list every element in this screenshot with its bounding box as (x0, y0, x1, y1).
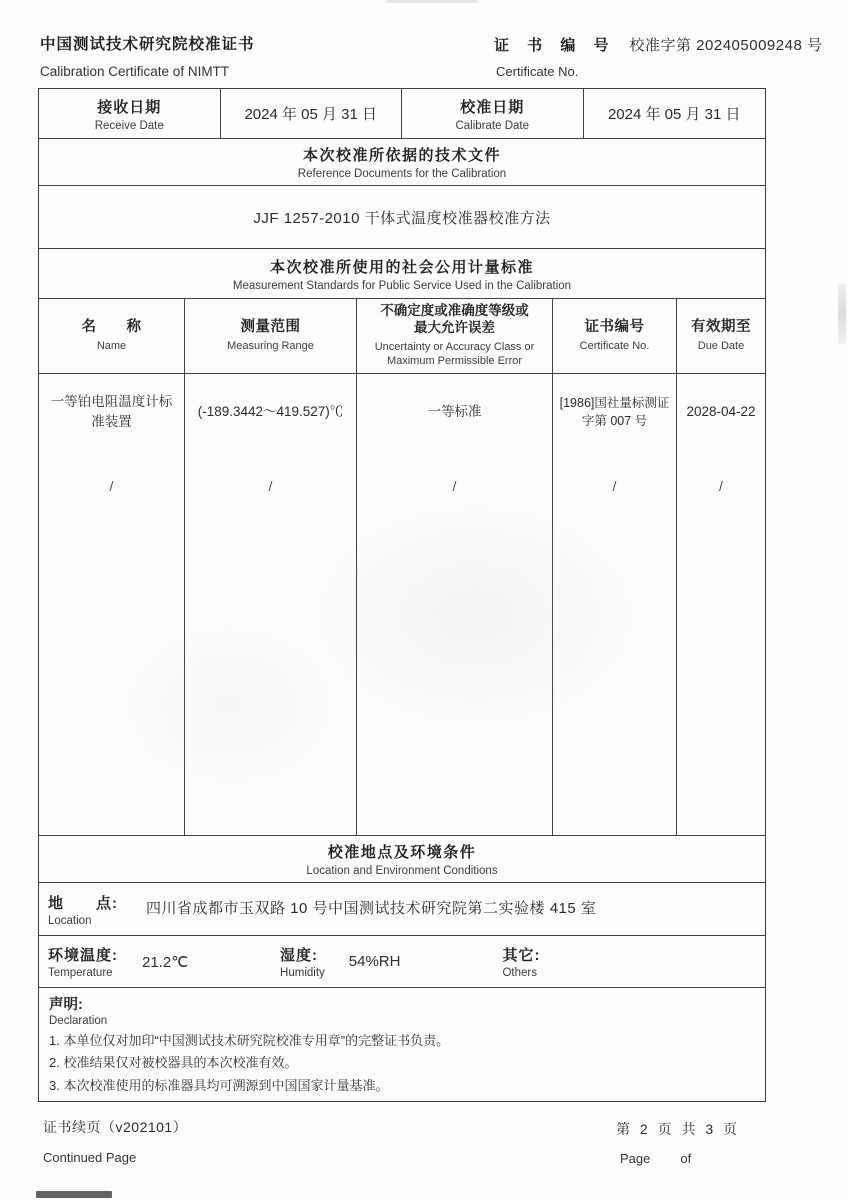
certificate-number-block (494, 34, 822, 79)
scan-smudge-right (838, 284, 846, 344)
receive-date-value-cell (221, 89, 403, 138)
standards-body-row (39, 374, 765, 836)
calibrate-date-label-cell (402, 89, 584, 138)
document-header (40, 32, 823, 79)
location-label (48, 892, 118, 927)
calibrate-date-label-cn: 校准日期 (460, 98, 525, 116)
column-name-en: Name (96, 340, 127, 353)
temperature-label (48, 944, 118, 979)
temperature-value: 21.2℃ (142, 953, 189, 971)
location-label-en: Location (48, 914, 92, 927)
standard-certno: [1986]国社量标测证字第 007 号 (559, 395, 670, 428)
location-label-cn: 地 点: (48, 894, 118, 912)
certificate-number-label-cn: 证 书 编 号 (494, 37, 616, 54)
column-range (185, 299, 357, 373)
reference-section-header (39, 139, 765, 186)
reference-document: JJF 1257-2010 干体式温度校准器校准方法 (253, 209, 551, 227)
reference-title-cn: 本次校准所依据的技术文件 (302, 147, 501, 164)
standard-uncertainty-cell (357, 374, 553, 835)
footer-page-number-cn: 第 2 页 共 3 页 (616, 1121, 741, 1137)
humidity-label (280, 944, 325, 979)
humidity-label-en: Humidity (280, 967, 325, 979)
certificate-number-value: 校准字第 202405009248 号 (629, 37, 823, 54)
receive-date-label-cn: 接收日期 (97, 98, 162, 116)
humidity-label-cn: 湿度: (280, 947, 319, 964)
scan-smudge-top (386, 0, 478, 3)
declaration-item-1: 1. 本单位仅对加印“中国测试技术研究院校准专用章”的完整证书负责。 (49, 1033, 450, 1048)
calibrate-date-value-cell (584, 89, 766, 138)
column-name-cn: 名 称 (81, 319, 142, 336)
others-label (502, 944, 540, 979)
location-value: 四川省成都市玉双路 10 号中国测试技术研究院第二实验楼 415 室 (146, 899, 597, 917)
footer-page-number-en (620, 1151, 691, 1166)
declaration-section (39, 988, 765, 1101)
footer-of-label: of (680, 1151, 692, 1166)
certificate-table (38, 88, 766, 1102)
standard-uncertainty: 一等标准 (427, 404, 482, 420)
standard-range-cell (185, 374, 357, 835)
declaration-item-3: 3. 本次校准使用的标准器具均可溯源到中国国家计量基准。 (49, 1077, 389, 1093)
reference-content-row (39, 186, 765, 249)
column-uncertainty-cn-line1: 不确定度或准确度等级或 (380, 303, 529, 319)
temperature-label-en: Temperature (48, 967, 113, 979)
receive-date-label-en: Receive Date (94, 119, 164, 132)
standards-column-header-row (39, 299, 765, 374)
column-certno-cn: 证书编号 (584, 319, 645, 336)
standard-range: (-189.3442～419.527)℃ (197, 404, 344, 420)
environment-title-cn: 校准地点及环境条件 (327, 844, 477, 861)
standard-due: 2028-04-22 (686, 404, 756, 420)
certificate-number-label-en: Certificate No. (496, 64, 579, 79)
calibrate-date-value: 2024 年 05 月 31 日 (607, 106, 741, 123)
temperature-label-cn: 环境温度: (48, 947, 118, 964)
footer-page-label: Page (620, 1151, 651, 1166)
column-name (39, 299, 185, 373)
column-uncertainty-en: Uncertainty or Accuracy Class or Maximum Permissible Error (374, 341, 535, 368)
institute-title-en: Calibration Certificate of NIMTT (40, 64, 230, 79)
declaration-items (49, 1030, 449, 1097)
standard-due-slash: / (719, 478, 723, 494)
environment-conditions-row (39, 936, 765, 988)
institute-title-cn: 中国测试技术研究院校准证书 (40, 36, 255, 53)
column-certno (553, 299, 677, 373)
standard-uncertainty-slash: / (452, 478, 457, 494)
standard-name-slash: / (109, 478, 114, 494)
others-label-cn: 其它: (502, 947, 541, 964)
column-range-en: Measuring Range (227, 340, 314, 353)
footer-continued-page-en: Continued Page (43, 1150, 137, 1165)
receive-date-label-cell (39, 89, 221, 138)
reference-title-en: Reference Documents for the Calibration (297, 168, 507, 180)
environment-section-header (39, 836, 765, 883)
column-due (677, 299, 765, 373)
standards-title-en: Measurement Standards for Public Service Used in the Calibration (232, 279, 572, 292)
declaration-item-2: 2. 校准结果仅对被校器具的本次校准有效。 (49, 1055, 298, 1071)
column-range-cn: 测量范围 (240, 319, 301, 336)
standards-title-cn: 本次校准所使用的社会公用计量标准 (269, 258, 534, 276)
column-uncertainty-cn-line2: 最大允许误差 (414, 320, 495, 336)
environment-title-en: Location and Environment Conditions (306, 865, 498, 877)
standard-name-cell (39, 374, 185, 835)
column-due-en: Due Date (697, 340, 745, 353)
declaration-label-en: Declaration (49, 1015, 108, 1027)
column-due-cn: 有效期至 (691, 319, 751, 336)
calibrate-date-label-en: Calibrate Date (455, 119, 529, 132)
column-uncertainty (357, 299, 553, 373)
standard-name: 一等铂电阻温度计标准装置 (50, 394, 173, 429)
scan-artifact-bar (36, 1191, 112, 1198)
column-certno-en: Certificate No. (579, 340, 650, 353)
standards-section-header (39, 249, 765, 299)
dates-row (39, 89, 765, 139)
standard-range-slash: / (268, 478, 273, 494)
standard-certno-cell (553, 374, 677, 835)
others-label-en: Others (502, 967, 537, 979)
declaration-label-cn: 声明: (49, 997, 83, 1013)
location-row (39, 883, 765, 936)
standard-certno-slash: / (612, 478, 617, 494)
humidity-value: 54%RH (348, 953, 401, 970)
receive-date-value: 2024 年 05 月 31 日 (244, 106, 378, 123)
footer-continued-page-cn: 证书续页（v202101） (43, 1119, 188, 1135)
standard-due-cell (677, 374, 765, 835)
